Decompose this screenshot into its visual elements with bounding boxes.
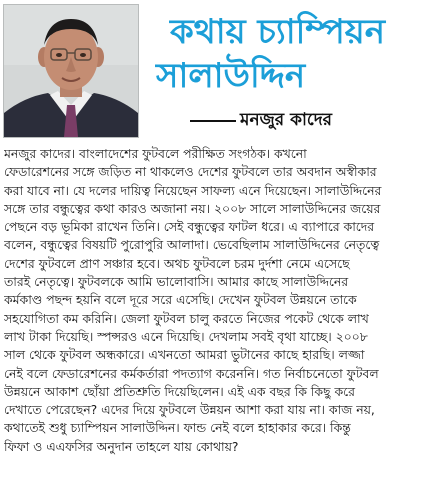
article-body <box>4 145 436 456</box>
body-line: কথাতেই শুধু চ্যাম্পিয়ন সালাউদ্দিন। ফান্ড নেই বলে হাহাকার করে। কিন্তু <box>4 420 351 436</box>
body-line: দেশের ফুটবলে প্রাণ সঞ্চার হবে। অথচ ফুটবলে চরম দুর্দশা নেমে এসেছে <box>4 255 350 271</box>
body-line: করা যাবে না। যে দলের দায়িত্ব নিয়েছেন সাফল্য এনে দিয়েছেন। সালাউদ্দিনের <box>4 182 382 198</box>
body-line: সঙ্গে তার বন্ধুত্বের কথা কারও অজানা নয়। ২০০৮ সালে সালাউদ্দিনের জয়ের <box>4 200 381 216</box>
body-line: ফিফা ও এএফসির অনুদান তাহলে যায় কোথায়? <box>4 438 239 454</box>
author-name: মনজুর কাদের <box>240 110 333 130</box>
body-line: উন্নয়নে আকাশ ছোঁয়া প্রতিশ্রুতি দিয়েছিলেন। এই এক বছর কি কিছু করে <box>4 383 355 399</box>
body-line: মনজুর কাদের। বাংলাদেশের ফুটবলে পরীক্ষিত সংগঠক। কখনো <box>4 146 307 161</box>
body-line: কর্মকাণ্ড পছন্দ হয়নি বলে দূরে সরে এসেছি। দেখেন ফুটবল উন্নয়নে তাকে <box>4 292 357 308</box>
body-line: নেই বলে ফেডারেশনের কর্মকর্তারা পদত্যাগ করেননি। গত নির্বাচনেতো ফুটবল <box>4 365 379 381</box>
body-line: লাখ টাকা দিয়েছি। স্পন্সরও এনে দিয়েছি। দেখলাম সবই বৃথা যাচ্ছে। ২০০৮ <box>4 328 368 344</box>
body-line: পেছনে বড় ভূমিকা রাখেন তিনি। সেই বন্ধুত্বের ফাটল ধরে। এ ব্যাপারে কাদের <box>4 219 375 235</box>
body-line: দেখাতে পেরেছেন? এদের দিয়ে ফুটবলে উন্নয়ন আশা করা যায় না। কাজ নয়, <box>4 402 375 418</box>
headline-line-2: সালাউদ্দিন <box>156 56 306 96</box>
body-line: সহযোগিতা কম করিনি। জেলা ফুটবল চালু করতে নিজের পকেট থেকে লাখ <box>4 310 369 326</box>
headline <box>146 10 436 98</box>
body-line: বলেন, বন্ধুত্বের বিষয়টি পুরোপুরি আলাদা। ভেবেছিলাম সালাউদ্দিনের নেতৃত্বে <box>4 237 380 253</box>
body-line: তারই নেতৃত্বে। ফুটবলকে আমি ভালোবাসি। আমার কাছে সালাউদ্দিনের <box>4 274 349 290</box>
body-line: ফেডারেশনের সঙ্গে জড়িত না থাকলেও দেশের ফুটবলে তার অবদান অস্বীকার <box>4 164 377 180</box>
portrait-illustration <box>4 5 138 137</box>
body-line: সাল থেকে ফুটবল অন্ধকারে। এখনতো আমরা ভুটানের কাছে হারছি। লজ্জা <box>4 347 365 363</box>
headline-line-1: কথায় চ্যাম্পিয়ন <box>170 12 386 52</box>
author-portrait-photo <box>3 4 139 138</box>
byline-dash <box>190 120 236 122</box>
byline <box>190 107 332 135</box>
